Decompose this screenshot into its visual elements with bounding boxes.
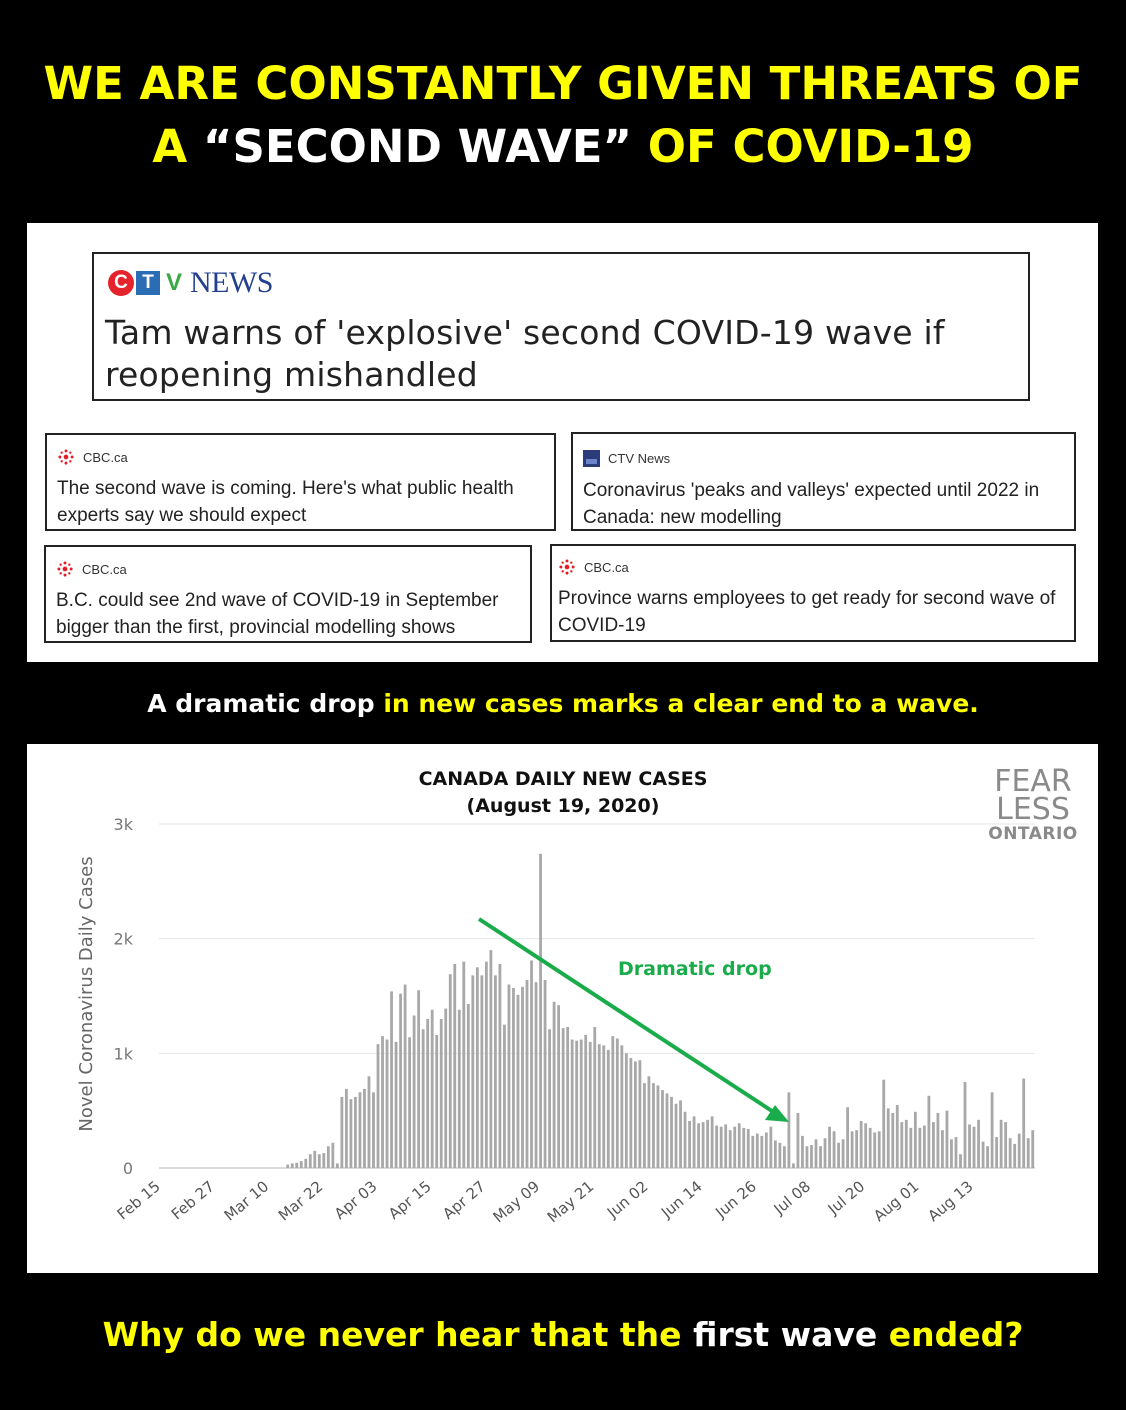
bar: [489, 950, 492, 1168]
bar: [304, 1159, 307, 1168]
ctv-news-logo: [108, 268, 273, 298]
x-tick-label: Apr 27: [439, 1177, 489, 1224]
bar: [670, 1097, 673, 1168]
bar: [517, 995, 520, 1168]
bar: [769, 1127, 772, 1168]
bar: [458, 1010, 461, 1168]
bar: [982, 1142, 985, 1168]
bar: [648, 1076, 651, 1168]
main-article-card[interactable]: [92, 252, 1030, 401]
bar: [512, 988, 515, 1168]
bar: [377, 1044, 380, 1168]
news-card-title: Province warns employees to get ready for second wave of COVID-19: [558, 588, 1056, 636]
bar: [359, 1092, 362, 1168]
bar: [760, 1136, 763, 1168]
x-tick-label: Feb 27: [167, 1177, 219, 1224]
bar: [1031, 1130, 1034, 1168]
bar: [291, 1163, 294, 1168]
news-card-source-label: CBC.ca: [82, 561, 127, 577]
x-tick-label: Jun 26: [712, 1177, 760, 1222]
watermark-line-3: ONTARIO: [988, 824, 1078, 844]
ctv-logo-v: V: [165, 269, 182, 296]
bar: [873, 1132, 876, 1168]
bar: [955, 1137, 958, 1168]
y-tick-label: 2k: [113, 929, 133, 949]
fearless-ontario-watermark: [987, 764, 1079, 844]
bar: [426, 1019, 429, 1168]
bar: [399, 994, 402, 1168]
news-card-source-label: CBC.ca: [584, 559, 629, 575]
cbc-gem-icon: [558, 558, 576, 576]
bar: [340, 1097, 343, 1168]
cbc-gem-icon: [57, 448, 75, 466]
bar: [1000, 1120, 1003, 1168]
bar: [801, 1136, 804, 1168]
bar: [842, 1139, 845, 1168]
headline-line-1: WE ARE CONSTANTLY GIVEN THREATS OF: [43, 57, 1083, 110]
footer-end: ended?: [877, 1315, 1024, 1354]
headline-line-2-end: OF COVID-19: [632, 120, 974, 173]
news-card-1[interactable]: [45, 433, 556, 531]
bar: [372, 1092, 375, 1168]
bar: [846, 1107, 849, 1168]
bar: [530, 960, 533, 1168]
headline-line-2-start: A: [152, 120, 203, 173]
chart-subtitle: (August 19, 2020): [466, 795, 660, 817]
bar: [1018, 1134, 1021, 1168]
bar: [860, 1121, 863, 1168]
bar: [657, 1085, 660, 1168]
x-tick-label: Mar 22: [274, 1177, 327, 1225]
bar: [557, 1005, 560, 1168]
bar: [688, 1121, 691, 1168]
bar: [711, 1116, 714, 1168]
x-tick-label: May 09: [489, 1177, 544, 1227]
bar: [499, 964, 502, 1168]
bar: [354, 1097, 357, 1168]
news-card-3[interactable]: [44, 545, 532, 643]
bar: [652, 1083, 655, 1168]
daily-cases-chart: [27, 744, 1098, 1273]
headline: [0, 52, 1126, 178]
bar: [932, 1122, 935, 1168]
bar: [778, 1143, 781, 1168]
bar: [937, 1113, 940, 1168]
bar: [562, 1028, 565, 1168]
bar: [611, 1036, 614, 1168]
x-tick-label: Aug 01: [870, 1177, 923, 1226]
bar: [909, 1128, 912, 1168]
bar: [792, 1163, 795, 1168]
bar: [675, 1104, 678, 1168]
x-tick-label: Jun 14: [657, 1177, 706, 1222]
bar: [589, 1042, 592, 1168]
x-tick-label: Aug 13: [924, 1177, 977, 1226]
chart-panel: [27, 744, 1098, 1273]
cbc-gem-icon: [56, 560, 74, 578]
bar: [918, 1128, 921, 1168]
bar: [964, 1082, 967, 1168]
bar: [900, 1122, 903, 1168]
bar: [417, 990, 420, 1168]
x-tick-label: Apr 15: [385, 1177, 435, 1224]
news-card-source-label: CBC.ca: [83, 449, 128, 465]
watermark-line-1: FEAR: [994, 764, 1072, 799]
bar: [462, 962, 465, 1168]
bar: [309, 1154, 312, 1168]
bar: [598, 1044, 601, 1168]
bar: [851, 1131, 854, 1168]
bar: [1013, 1144, 1016, 1168]
bar: [616, 1038, 619, 1168]
headline-line-2: [0, 115, 1126, 178]
bar: [855, 1130, 858, 1168]
bar: [602, 1045, 605, 1168]
bar: [322, 1153, 325, 1168]
bar: [286, 1165, 289, 1168]
bar: [905, 1120, 908, 1168]
bar: [697, 1123, 700, 1168]
bar: [350, 1099, 353, 1168]
chart-title: CANADA DAILY NEW CASES: [418, 768, 708, 790]
bar: [891, 1113, 894, 1168]
bar: [404, 985, 407, 1168]
bar: [422, 1029, 425, 1168]
bar: [742, 1128, 745, 1168]
bar: [869, 1128, 872, 1168]
news-card-title: The second wave is coming. Here's what public health experts say we should expect: [57, 478, 514, 526]
bar: [381, 1036, 384, 1168]
bar: [702, 1122, 705, 1168]
bar: [535, 982, 538, 1168]
bar: [878, 1131, 881, 1168]
subcaption-highlight: A dramatic drop: [147, 689, 375, 718]
bar: [706, 1120, 709, 1168]
y-tick-label: 1k: [113, 1044, 133, 1064]
drop-annotation: Dramatic drop: [618, 958, 772, 980]
bar: [806, 1146, 809, 1168]
bar: [1004, 1122, 1007, 1168]
news-card-2[interactable]: [571, 432, 1076, 531]
bar: [977, 1120, 980, 1168]
bar: [927, 1096, 930, 1168]
headline-second-wave: “SECOND WAVE”: [202, 120, 633, 173]
bar: [751, 1136, 754, 1168]
bar: [526, 980, 529, 1168]
bar: [476, 967, 479, 1168]
bar: [584, 1035, 587, 1168]
bar: [941, 1130, 944, 1168]
bar: [815, 1139, 818, 1168]
bar: [440, 1019, 443, 1168]
y-tick-label: 3k: [113, 815, 133, 834]
news-card-source: [57, 448, 128, 466]
ctv-logo-t: T: [136, 271, 160, 295]
bar: [756, 1134, 759, 1168]
bar: [300, 1161, 303, 1168]
bar: [797, 1113, 800, 1168]
x-tick-label: Jul 20: [824, 1177, 869, 1219]
bar: [539, 854, 542, 1168]
bar: [620, 1045, 623, 1168]
news-card-source: [558, 558, 629, 576]
bar: [824, 1138, 827, 1168]
footer-question: [0, 1315, 1126, 1354]
news-card-source: [56, 560, 127, 578]
bar: [666, 1093, 669, 1168]
bar: [995, 1137, 998, 1168]
bar: [390, 991, 393, 1168]
bar: [837, 1143, 840, 1168]
ctv-logo-news: NEWS: [190, 266, 273, 299]
bar: [679, 1100, 682, 1168]
news-card-source: [583, 450, 670, 467]
bar: [467, 1004, 470, 1168]
watermark-line-2: LESS: [996, 792, 1070, 827]
bar: [386, 1040, 389, 1168]
bar: [923, 1126, 926, 1168]
bar: [1009, 1138, 1012, 1168]
bar: [724, 1124, 727, 1168]
bar: [788, 1092, 791, 1168]
bar: [336, 1163, 339, 1168]
bar: [313, 1151, 316, 1168]
bar: [295, 1163, 298, 1168]
bar: [571, 1040, 574, 1168]
bar: [864, 1123, 867, 1168]
x-tick-label: Jun 02: [603, 1177, 652, 1222]
bar: [729, 1130, 732, 1168]
bar: [639, 1060, 642, 1168]
bar: [693, 1116, 696, 1168]
bar: [485, 962, 488, 1168]
bar: [494, 975, 497, 1168]
bar: [368, 1076, 371, 1168]
x-tick-label: Mar 10: [220, 1177, 273, 1225]
footer-first-wave: first wave: [692, 1315, 878, 1354]
bar: [661, 1090, 664, 1168]
news-card-title: Coronavirus 'peaks and valleys' expected until 2022 in Canada: new modelling: [583, 480, 1040, 528]
news-card-4[interactable]: [550, 544, 1076, 642]
y-axis-label: Novel Coronavirus Daily Cases: [76, 856, 97, 1132]
bar: [548, 1029, 551, 1168]
news-card-source-label: CTV News: [608, 451, 671, 466]
bar: [973, 1127, 976, 1168]
ctv-news-icon: [583, 450, 600, 467]
bar: [521, 987, 524, 1168]
subcaption-rest: in new cases marks a clear end to a wave.: [374, 689, 979, 718]
bar: [783, 1146, 786, 1168]
bar: [431, 1010, 434, 1168]
bar: [738, 1123, 741, 1168]
bar: [453, 964, 456, 1168]
subcaption: [0, 689, 1126, 718]
bar: [833, 1131, 836, 1168]
bar: [882, 1080, 885, 1168]
bar: [395, 1042, 398, 1168]
bar: [408, 1037, 411, 1168]
bar: [887, 1108, 890, 1168]
bar: [810, 1145, 813, 1168]
bar: [914, 1112, 917, 1168]
bar: [508, 985, 511, 1168]
bar: [580, 1040, 583, 1168]
bar: [774, 1140, 777, 1168]
bar: [959, 1154, 962, 1168]
bar: [413, 1015, 416, 1168]
bar: [480, 975, 483, 1168]
bar: [449, 974, 452, 1168]
bar: [733, 1127, 736, 1168]
bar: [1027, 1138, 1030, 1168]
bar: [363, 1089, 366, 1168]
bar: [566, 1027, 569, 1168]
bar: [1022, 1079, 1025, 1168]
bar: [986, 1146, 989, 1168]
bar: [968, 1124, 971, 1168]
bar: [715, 1126, 718, 1168]
bar: [991, 1092, 994, 1168]
bar: [643, 1083, 646, 1168]
x-tick-label: Feb 15: [113, 1177, 164, 1224]
y-tick-labels: [114, 815, 134, 1178]
bar: [950, 1139, 953, 1168]
bar: [828, 1127, 831, 1168]
bar: [575, 1041, 578, 1168]
bar: [331, 1143, 334, 1168]
y-tick-label: 0: [122, 1159, 133, 1178]
x-tick-label: Jul 08: [770, 1177, 815, 1219]
news-card-title: B.C. could see 2nd wave of COVID-19 in September bigger than the first, provincial modelling shows: [56, 590, 499, 638]
bars: [286, 854, 1034, 1168]
bar: [345, 1089, 348, 1168]
footer-start: Why do we never hear that the: [102, 1315, 693, 1354]
bar: [503, 1025, 506, 1168]
bar: [607, 1050, 610, 1168]
x-tick-label: Apr 03: [330, 1177, 381, 1224]
bar: [747, 1129, 750, 1168]
bar: [327, 1146, 330, 1168]
bar: [946, 1111, 949, 1168]
x-tick-label: May 21: [543, 1177, 598, 1227]
bar: [544, 980, 547, 1168]
bar: [471, 975, 474, 1168]
bar: [318, 1154, 321, 1168]
bar: [553, 1002, 556, 1168]
bar: [896, 1105, 899, 1168]
bar: [629, 1058, 632, 1168]
main-article-headline: Tam warns of 'explosive' second COVID-19 wave if reopening mishandled: [105, 313, 945, 394]
news-clippings-panel: [27, 223, 1098, 662]
bar: [720, 1127, 723, 1168]
ctv-logo-c: C: [108, 270, 134, 296]
bar: [684, 1112, 687, 1168]
bar: [819, 1146, 822, 1168]
bar: [634, 1061, 637, 1168]
bar: [625, 1053, 628, 1168]
bar: [435, 1035, 438, 1168]
bar: [593, 1027, 596, 1168]
x-tick-labels: [114, 1177, 977, 1226]
bar: [444, 1009, 447, 1168]
bar: [765, 1132, 768, 1168]
